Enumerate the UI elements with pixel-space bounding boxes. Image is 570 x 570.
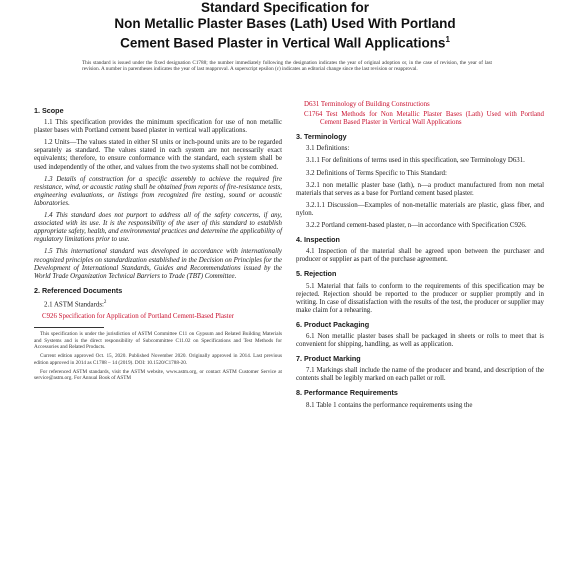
reference-c926[interactable] <box>34 313 282 321</box>
section-terminology-heading: 3. Terminology <box>296 132 347 142</box>
section-product-packaging-heading: 6. Product Packaging <box>296 319 370 329</box>
reference-d631[interactable] <box>296 101 544 109</box>
reference-d631-title[interactable]: Terminology of Building Constructions <box>319 101 430 108</box>
paragraph-3-2-1: 3.2.1 non metallic plaster base (lath), n—a product manufactured from non metal materials that serves as a base for Portland cement based plaster. <box>296 181 544 197</box>
section-referenced-documents-heading: 2. Referenced Documents <box>34 285 123 295</box>
paragraph-3-2-2: 3.2.2 Portland cement-based plaster, n—in accordance with Specification C926. <box>306 222 527 230</box>
paragraph-1-1: 1.1 This specification provides the minimum specification for use of non metallic plaster bases with Portland cement based plaster in vertical wall applications. <box>34 119 282 135</box>
paragraph-1-2: 1.2 Units—The values stated in either SI units or inch-pound units are to be regarded separately as standard. The values stated in each system are not necessarily exact equivalents; therefore, to ensure conformance with the standard, each system shall be used independently of the other, and values from the two systems shall not be combined. <box>34 139 282 171</box>
document-title <box>0 0 570 52</box>
paragraph-1-3: 1.3 Details of construction for a specific assembly to achieve the required fire resistance, wind, or acoustic rating shall be obtained from reports of fire-resistance tests, engineering evaluations, or listings from recognized fire testing, sound or acoustic laboratories. <box>34 175 282 207</box>
paragraph-8-1: 8.1 Table 1 contains the performance requirements using the <box>306 401 473 409</box>
section-product-marking-heading: 7. Product Marking <box>296 354 361 364</box>
reference-c1764[interactable] <box>296 111 544 127</box>
designation-note: This standard is issued under the fixed designation C1788; the number immediately following the designation indicates the year of original adoption or, in the case of revision, the year of last revision. A number in parentheses indicates the year of last reapproval. A superscript epsilon (ε) indicates an editorial change since the last revision or reapproval. <box>82 60 492 73</box>
paragraph-2-1: 2.1 ASTM Standards:$^2$ <box>44 299 107 309</box>
title-line-1: Standard Specification for <box>200 0 370 15</box>
paragraph-3-2-1-1: 3.2.1.1 Discussion—Examples of non-metallic materials are plastic, glass fiber, and nylon. <box>296 201 544 217</box>
reference-c926-title[interactable]: Specification for Application of Portland Cement-Based Plaster <box>56 313 234 321</box>
footnote-1: This specification is under the jurisdiction of ASTM Committee C11 on Gypsum and Related Building Materials and Systems and is the direct responsibility of Subcommittee C11.02 on Specifications and Test Methods for Accessories and Related Products. <box>34 331 282 350</box>
paragraph-6-1: 6.1 Non metallic plaster bases shall be packaged in sheets or rolls to meet that is convenient for shipping, handling, as well as application. <box>296 332 544 349</box>
paragraph-1-5: 1.5 This international standard was developed in accordance with internationally recognized principles on standardization established in the Decision on Principles for the Development of International Standards, Guides and Recommendations issued by the World Trade Organization Technical Barriers to Trade (TBT) Committee. <box>34 248 282 280</box>
footnote-divider <box>34 327 104 328</box>
reference-c926-code[interactable]: C926 <box>42 313 57 321</box>
section-scope-heading: 1. Scope <box>34 106 64 115</box>
paragraph-3-2: 3.2 Definitions of Terms Specific to This Standard: <box>306 169 447 177</box>
section-performance-requirements-heading: 8. Performance Requirements <box>296 388 398 398</box>
right-column <box>296 101 544 414</box>
left-column <box>34 101 282 384</box>
reference-c1764-title[interactable]: Test Methods for Non Metallic Plaster Bases (Lath) Used with Portland Cement Based Plaster in Vertical Wall Applications <box>320 111 544 127</box>
reference-d631-code[interactable]: D631 <box>304 101 320 108</box>
section-rejection-heading: 5. Rejection <box>296 269 337 279</box>
paragraph-3-1-1: 3.1.1 For definitions of terms used in this specification, see Terminology D631. <box>306 157 525 165</box>
reference-c1764-code[interactable]: C1764 <box>304 111 323 119</box>
paragraph-5-1: 5.1 Material that fails to conform to the requirements of this specification may be rejected. Rejection should be reported to the producer or supplier promptly and in writing. In case of dissatisfaction with the results of the test, the producer or supplier may make claim for a rehearing. <box>296 282 544 314</box>
footnote-1-edition: Current edition approved Oct. 15, 2020. Published November 2020. Originally approved in 2014. Last previous edition approved in 2014 as C1788 – 14 (2019). DOI: 10.1520/C1788-20. <box>34 353 282 366</box>
title-footnote-mark: 1 <box>445 35 450 44</box>
paragraph-4-1: 4.1 Inspection of the material shall be agreed upon between the purchaser and producer or supplier as part of the purchase agreement. <box>296 248 544 264</box>
paragraph-7-1: 7.1 Markings shall include the name of the producer and brand, and description of the contents shall be legibly marked on each pallet or roll. <box>296 367 544 383</box>
footnote-2-mark: 2 <box>103 299 107 305</box>
paragraph-1-4: 1.4 This standard does not purport to address all of the safety concerns, if any, associated with its use. It is the responsibility of the user of this standard to establish appropriate safety, health, and environmental practices and determine the applicability of regulatory limitations prior to use. <box>34 212 282 244</box>
title-line-3: Cement Based Plaster in Vertical Wall Applications$^1$ <box>120 35 450 51</box>
title-line-2: Non Metallic Plaster Bases (Lath) Used With Portland <box>114 16 456 31</box>
footnote-2: For referenced ASTM standards, visit the ASTM website, www.astm.org, or contact ASTM Customer Service at service@astm.org. For Annual Book of ASTM <box>34 368 282 382</box>
paragraph-3-1: 3.1 Definitions: <box>306 145 350 153</box>
section-inspection-heading: 4. Inspection <box>296 235 340 245</box>
